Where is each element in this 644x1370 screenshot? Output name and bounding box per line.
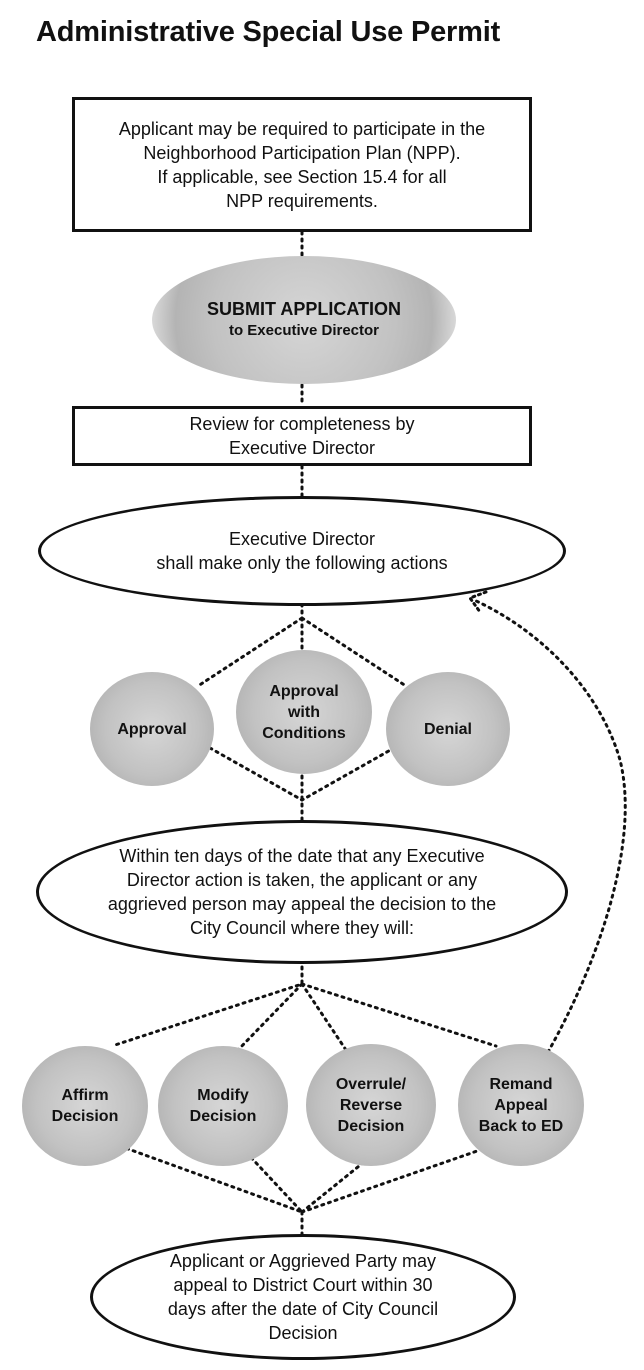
approval-with-conditions-node <box>236 650 372 774</box>
connector-remand-loop <box>474 600 625 1052</box>
approval-node <box>90 672 214 786</box>
appeal-ellipse: Within ten days of the date that any Executive Director action is taken, the applicant or any aggrieved person may appeal the decision to the City Council where they will: <box>36 820 568 964</box>
submit-application-label: SUBMIT APPLICATION <box>207 299 401 319</box>
denial-node <box>386 672 510 786</box>
remand-appeal-node <box>458 1044 584 1166</box>
approval-with-conditions-label: Approval with Conditions <box>262 682 346 742</box>
npp-box: Applicant may be required to participate in the Neighborhood Participation Plan (NPP). If applicable, see Section 15.4 for all NPP requirements. <box>72 97 532 232</box>
affirm-decision-label: Affirm Decision <box>51 1087 119 1125</box>
approval-label: Approval <box>117 720 187 738</box>
submit-application-sublabel: to Executive Director <box>228 322 380 339</box>
denial-label: Denial <box>423 720 472 738</box>
page-title: Administrative Special Use Permit <box>36 16 501 48</box>
connector-council-diamond <box>120 1146 480 1236</box>
modify-decision-label: Modify Decision <box>189 1087 257 1125</box>
submit-application-node <box>152 256 456 384</box>
affirm-decision-node <box>22 1046 148 1166</box>
connector-appeal-fan <box>112 960 496 1050</box>
modify-decision-node <box>158 1046 288 1166</box>
review-box: Review for completeness by Executive Director <box>72 406 532 466</box>
overrule-reverse-decision-label: Overrule/ Reverse Decision <box>335 1075 407 1135</box>
remand-appeal-label: Remand Appeal Back to ED <box>478 1075 564 1135</box>
executive-director-ellipse: Executive Director shall make only the following actions <box>38 496 566 606</box>
district-court-ellipse: Applicant or Aggrieved Party may appeal to District Court within 30 days after the date of City Council Decision <box>90 1234 516 1360</box>
overrule-reverse-decision-node <box>306 1044 436 1166</box>
